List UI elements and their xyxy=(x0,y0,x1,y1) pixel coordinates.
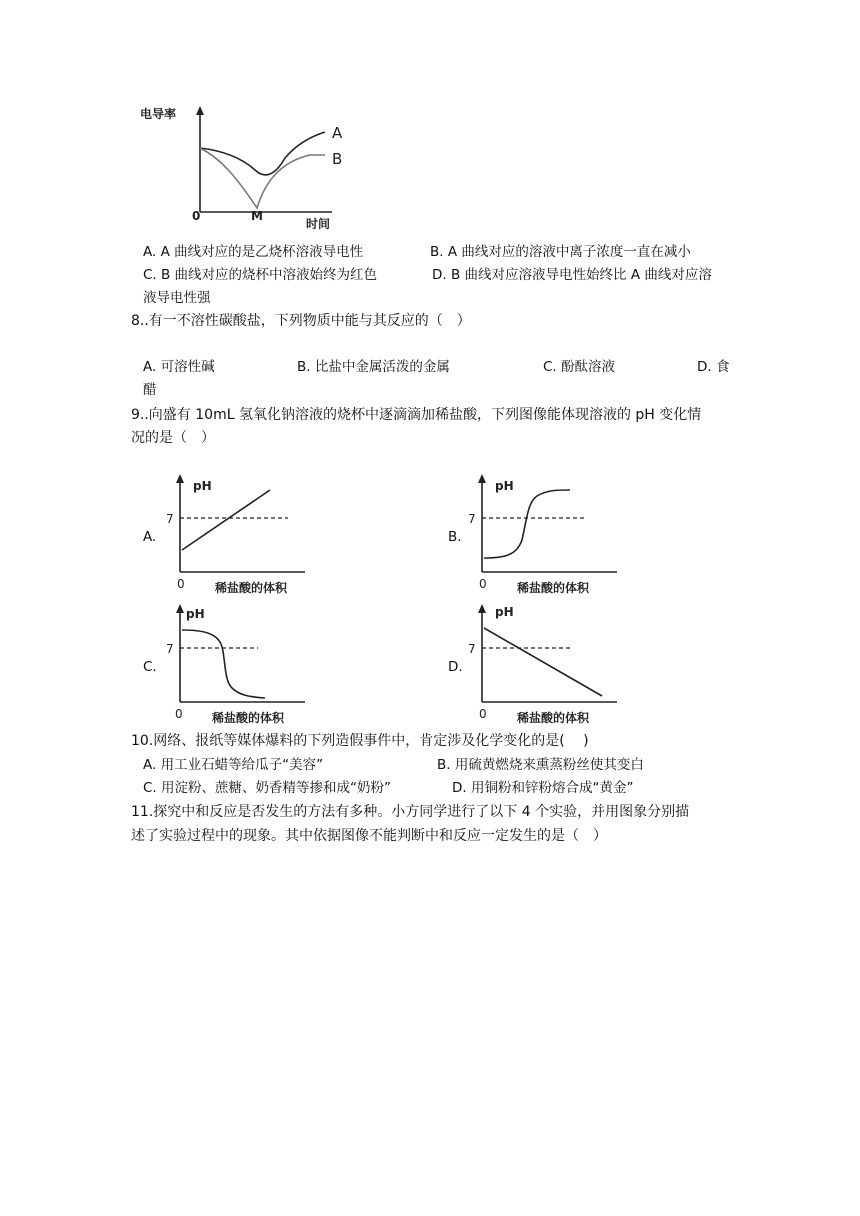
ph-origin: 0 xyxy=(177,577,185,591)
ph-xlabel: 稀盐酸的体积 xyxy=(215,581,288,595)
ph-curve xyxy=(484,490,570,558)
q9-stem: 9..向盛有 10mL 氢氧化钠溶液的烧杯中逐滴滴加稀盐酸，下列图像能体现溶液的 pH 变化情 xyxy=(131,407,702,423)
q10-option-d[interactable]: D. 用铜粉和锌粉熔合成“黄金” xyxy=(452,780,634,796)
q11-stem-cont: 述了实验过程中的现象。其中依据图像不能判断中和反应一定发生的是（ ） xyxy=(131,828,607,844)
q7-option-d-cont: 液导电性强 xyxy=(143,290,211,306)
conductivity-chart xyxy=(140,100,360,230)
y-axis-arrow xyxy=(478,604,486,613)
q10-option-a[interactable]: A. 用工业石蜡等给瓜子“美容” xyxy=(143,757,324,773)
q10-option-b[interactable]: B. 用硫黄燃烧来熏蒸粉丝使其变白 xyxy=(437,757,644,773)
q8-option-c[interactable]: C. 酚酞溶液 xyxy=(543,359,616,375)
ph-ylabel: pH xyxy=(495,479,514,493)
ph-ylabel: pH xyxy=(495,605,514,619)
conductivity-min-label: M xyxy=(251,209,263,223)
conductivity-xlabel: 时间 xyxy=(306,217,331,231)
q9-option-b-label[interactable]: B. xyxy=(448,529,462,545)
ph-curve xyxy=(182,490,270,550)
ph-origin: 0 xyxy=(479,707,487,721)
ph-ylabel: pH xyxy=(193,479,212,493)
ph-origin: 0 xyxy=(479,577,487,591)
ph-chart-a[interactable] xyxy=(160,470,310,600)
q8-stem: 8..有一不溶性碳酸盐，下列物质中能与其反应的（ ） xyxy=(131,313,471,329)
q9-option-d-label[interactable]: D. xyxy=(448,659,463,675)
q11-stem: 11.探究中和反应是否发生的方法有多种。小方同学进行了以下 4 个实验，并用图象分别描 xyxy=(131,804,690,820)
ph-origin: 0 xyxy=(175,707,183,721)
ph-xlabel: 稀盐酸的体积 xyxy=(517,711,590,725)
ph-chart-b[interactable] xyxy=(462,470,622,600)
series-b-label: B xyxy=(332,150,343,168)
curve-a xyxy=(200,132,325,175)
ph-ylabel: pH xyxy=(186,607,205,621)
curve-b xyxy=(200,148,325,208)
ph-ref-label: 7 xyxy=(166,512,174,526)
q10-option-c[interactable]: C. 用淀粉、蔗糖、奶香精等掺和成“奶粉” xyxy=(143,780,391,796)
ph-ref-label: 7 xyxy=(166,642,174,656)
q7-option-c[interactable]: C. B 曲线对应的烧杯中溶液始终为红色 xyxy=(143,267,378,283)
y-axis-arrow xyxy=(176,474,184,483)
ph-chart-c[interactable] xyxy=(160,600,310,730)
q9-option-c-label[interactable]: C. xyxy=(143,659,157,675)
q9-stem-cont: 况的是（ ） xyxy=(131,430,215,446)
ph-chart-d[interactable] xyxy=(462,600,622,730)
ph-xlabel: 稀盐酸的体积 xyxy=(212,711,285,725)
conductivity-origin: 0 xyxy=(192,209,201,223)
q8-option-d[interactable]: D. 食 xyxy=(697,359,730,375)
ph-xlabel: 稀盐酸的体积 xyxy=(517,581,590,595)
y-axis-arrow xyxy=(196,106,204,115)
q7-option-b[interactable]: B. A 曲线对应的溶液中离子浓度一直在减小 xyxy=(430,244,691,260)
y-axis-arrow xyxy=(176,604,184,613)
q8-option-d-cont: 醋 xyxy=(143,382,157,398)
series-a-label: A xyxy=(332,124,343,142)
y-axis-arrow xyxy=(478,474,486,483)
ph-ref-label: 7 xyxy=(468,512,476,526)
conductivity-ylabel: 电导率 xyxy=(140,107,177,121)
q7-option-a[interactable]: A. A 曲线对应的是乙烧杯溶液导电性 xyxy=(143,244,364,260)
ph-curve xyxy=(182,630,265,698)
q7-option-d[interactable]: D. B 曲线对应溶液导电性始终比 A 曲线对应溶 xyxy=(432,267,712,283)
ph-ref-label: 7 xyxy=(468,642,476,656)
q10-stem: 10.网络、报纸等媒体爆料的下列造假事件中，肯定涉及化学变化的是( ) xyxy=(131,733,589,749)
ph-curve xyxy=(484,628,602,696)
q8-option-b[interactable]: B. 比盐中金属活泼的金属 xyxy=(297,359,450,375)
q9-option-a-label[interactable]: A. xyxy=(143,529,157,545)
q8-option-a[interactable]: A. 可溶性碱 xyxy=(143,359,215,375)
